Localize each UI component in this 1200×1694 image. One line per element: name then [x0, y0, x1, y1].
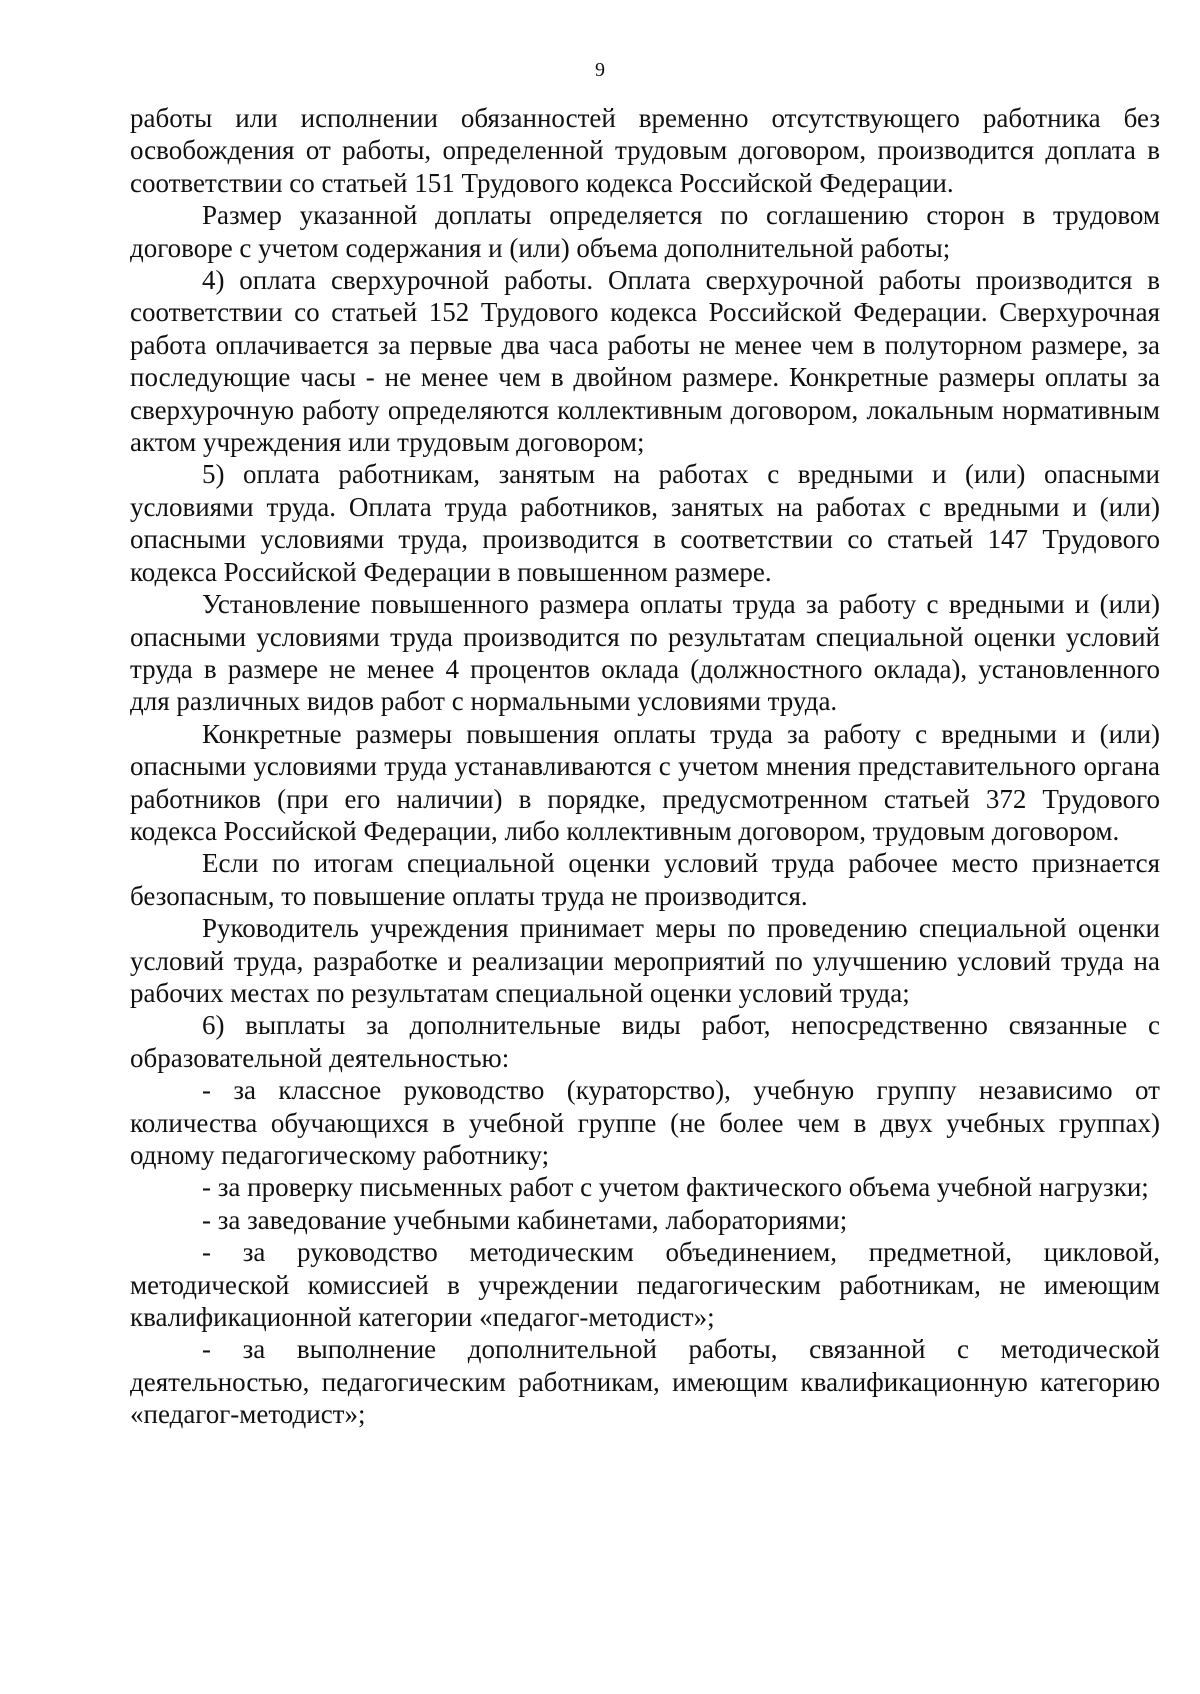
list-item-class-guidance: - за классное руководство (кураторство), учебную группу независимо от количества обучающихся в учебной группе (не более чем в двух учебных группах) одному педагогическому работнику; [130, 1075, 1160, 1170]
list-item-methodical-work: - за выполнение дополнительной работы, связанной с методической деятельностью, педагогическим работникам, имеющим квалификационную категорию «педагог-методист»; [130, 1334, 1160, 1430]
list-item-methodical-leadership: - за руководство методическим объединением, предметной, цикловой, методической комиссией в учреждении педагогическим работникам, не имеющим квалификационной категории «педагог-методист»; [130, 1237, 1160, 1333]
paragraph-increased-pay-rate: Установление повышенного размера оплаты труда за работу с вредными и (или) опасными условиями труда производится по результатам специальной оценки условий труда в размере не менее 4 процентов оклада (должностного оклада), установленного для различных видов работ с нормальными условиями труда. [130, 589, 1160, 717]
paragraph-manager-measures: Руководитель учреждения принимает меры по проведению специальной оценки условий труда, разработке и реализации мероприятий по улучшению условий труда на рабочих местах по результатам специальной оценки условий труда; [130, 913, 1160, 1008]
paragraph-overtime-pay: 4) оплата сверхурочной работы. Оплата сверхурочной работы производится в соответствии со статьей 152 Трудового кодекса Российской Федерации. Сверхурочная работа оплачивается за первые два часа работы не менее чем в полуторном размере, за последующие часы - не менее чем в двойном размере. Конкретные размеры оплаты за сверхурочную работу определяются коллективным договором, локальным нормативным актом учреждения или трудовым договором; [130, 265, 1160, 458]
document-body [130, 102, 1160, 1431]
paragraph-specific-increase: Конкретные размеры повышения оплаты труда за работу с вредными и (или) опасными условиями труда устанавливаются с учетом мнения представительного органа работников (при его наличии) в порядке, предусмотренном статьей 372 Трудового кодекса Российской Федерации, либо коллективным договором, трудовым договором. [130, 718, 1160, 846]
paragraph-safe-workplace: Если по итогам специальной оценки условий труда рабочее место признается безопасным, то повышение оплаты труда не производится. [130, 848, 1160, 911]
paragraph-hazardous-work-pay: 5) оплата работникам, занятым на работах с вредными и (или) опасными условиями труда. Оплата труда работников, занятых на работах с вредными и (или) опасными условиями труда, производится в соответствии со статьей 147 Трудового кодекса Российской Федерации в повышенном размере. [130, 459, 1160, 587]
paragraph-surcharge-size: Размер указанной доплаты определяется по соглашению сторон в трудовом договоре с учетом содержания и (или) объема дополнительной работы; [130, 200, 1160, 263]
list-item-cabinet-management: - за заведование учебными кабинетами, лабораториями; [202, 1204, 848, 1235]
paragraph-continuation: работы или исполнении обязанностей временно отсутствующего работника без освобождения от работы, определенной трудовым договором, производится доплата в соответствии со статьей 151 Трудового кодекса Российской Федерации. [130, 103, 1160, 198]
paragraph-additional-work-payments: 6) выплаты за дополнительные виды работ, непосредственно связанные с образовательной деятельностью: [130, 1010, 1160, 1073]
page-number: 9 [595, 59, 605, 81]
list-item-written-work-check: - за проверку письменных работ с учетом фактического объема учебной нагрузки; [202, 1172, 1149, 1203]
